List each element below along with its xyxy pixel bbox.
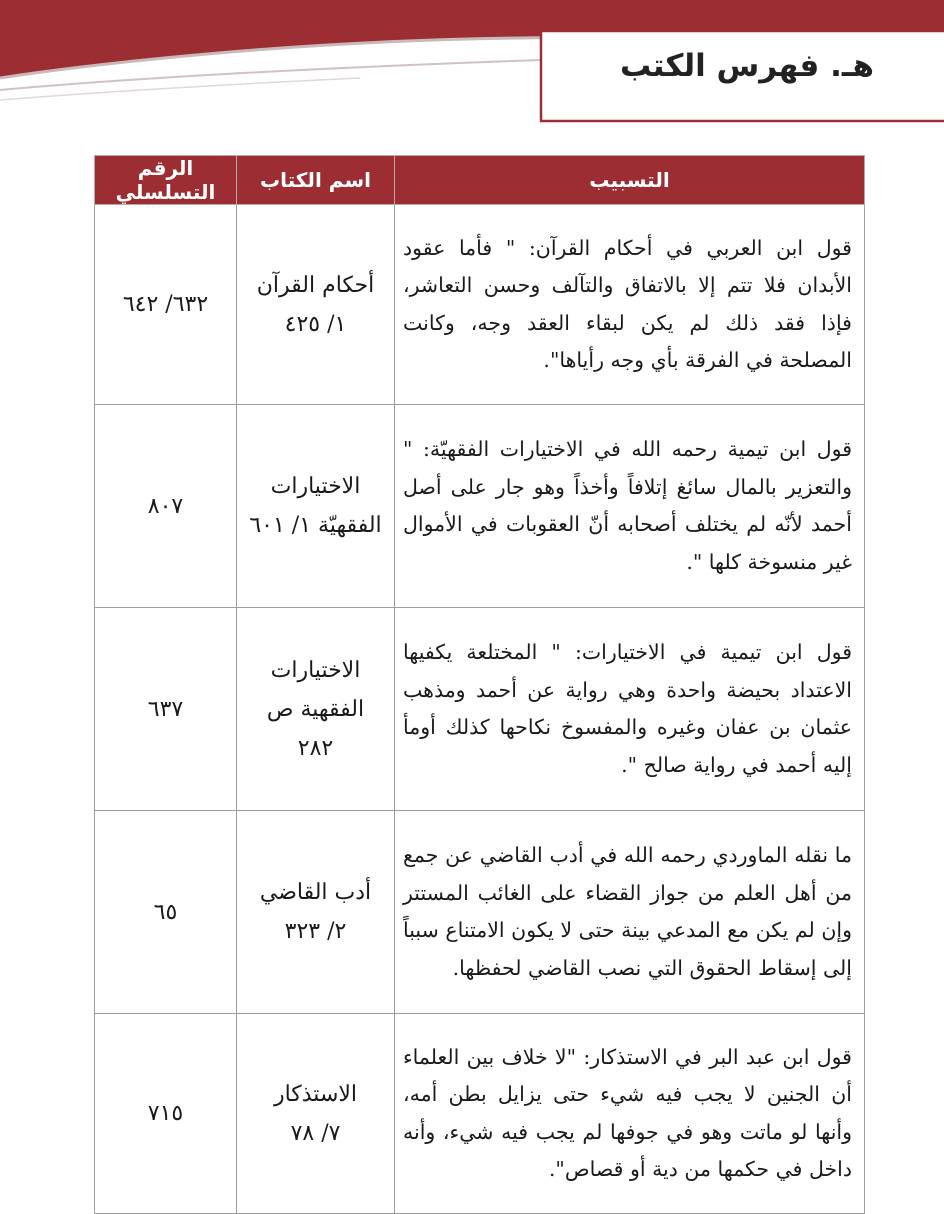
table-row (95, 608, 865, 811)
tasbib-cell: قول ابن عبد البر في الاستذكار: "لا خلاف بين العلماء أن الجنين لا يجب فيه شيء حتى يزايل بطن أمه، وأنها لو ماتت وهو في جوفها لم يجب فيه شيء، وأنه داخل في حكمها من دية أو قصاص". (395, 1014, 865, 1214)
book-cell (237, 1014, 395, 1214)
book-reference: الفقهيّة ١/ ٦٠١ (249, 513, 382, 538)
table-header-row (95, 156, 865, 205)
serial-cell: ٦٣٧ (95, 608, 237, 811)
book-reference: ٧/ ٧٨ (290, 1120, 341, 1146)
section-title: هـ. فهرس الكتب (619, 48, 874, 84)
table-row (95, 811, 865, 1014)
book-title: أدب القاضي (259, 880, 372, 905)
book-reference: ١/ ٤٢٥ (284, 311, 347, 337)
book-reference: الفقهية ص (266, 696, 365, 722)
serial-cell: ٧١٥ (95, 1014, 237, 1214)
tasbib-cell: قول ابن تيمية رحمه الله في الاختيارات الفقهيّة: " والتعزير بالمال سائغ إتلافاً وأخذاً وهو جار على أصل أحمد لأنّه لم يختلف أصحابه أنّ العقوبات في الأموال غير منسوخة كلها ". (395, 405, 865, 608)
section-title-box (540, 30, 944, 122)
book-page: ٢٨٢ (297, 735, 334, 761)
serial-cell: ٨٠٧ (95, 405, 237, 608)
table-row (95, 1014, 865, 1214)
book-title: الاختيارات (270, 657, 361, 683)
column-header-book: اسم الكتاب (237, 156, 395, 205)
book-cell (237, 608, 395, 811)
book-cell (237, 811, 395, 1014)
column-header-tasbib: التسبيب (395, 156, 865, 205)
column-header-serial: الرقم التسلسلي (95, 156, 237, 205)
table-row (95, 205, 865, 405)
table-row (95, 405, 865, 608)
serial-cell: ٦٥ (95, 811, 237, 1014)
book-index-table (94, 155, 865, 1214)
book-cell (237, 405, 395, 608)
book-cell (237, 205, 395, 405)
tasbib-cell: قول ابن تيمية في الاختيارات: " المختلعة يكفيها الاعتداد بحيضة واحدة وهي رواية عن أحمد ومذهب عثمان بن عفان وغيره والمفسوخ نكاحها كذلك أومأ إليه أحمد في رواية صالح ". (395, 608, 865, 811)
book-title: الاختيارات (270, 474, 361, 499)
book-title: الاستذكار (273, 1081, 358, 1107)
book-reference: ٢/ ٣٢٣ (284, 919, 347, 944)
serial-cell: ٦٣٢/ ٦٤٢ (95, 205, 237, 405)
book-title: أحكام القرآن (256, 272, 375, 298)
tasbib-cell: قول ابن العربي في أحكام القرآن: " فأما عقود الأبدان فلا تتم إلا بالاتفاق والتآلف وحسن التعاشر، فإذا فقد ذلك لم يكن لبقاء العقد وجه، وكانت المصلحة في الفرقة بأي وجه رأياها". (395, 205, 865, 405)
tasbib-cell: ما نقله الماوردي رحمه الله في أدب القاضي عن جمع من أهل العلم من جواز القضاء على الغائب المستتر وإن لم يكن مع المدعي بينة حتى لا يكون الامتناع سبباً إلى إسقاط الحقوق التي نصب القاضي لحفظها. (395, 811, 865, 1014)
